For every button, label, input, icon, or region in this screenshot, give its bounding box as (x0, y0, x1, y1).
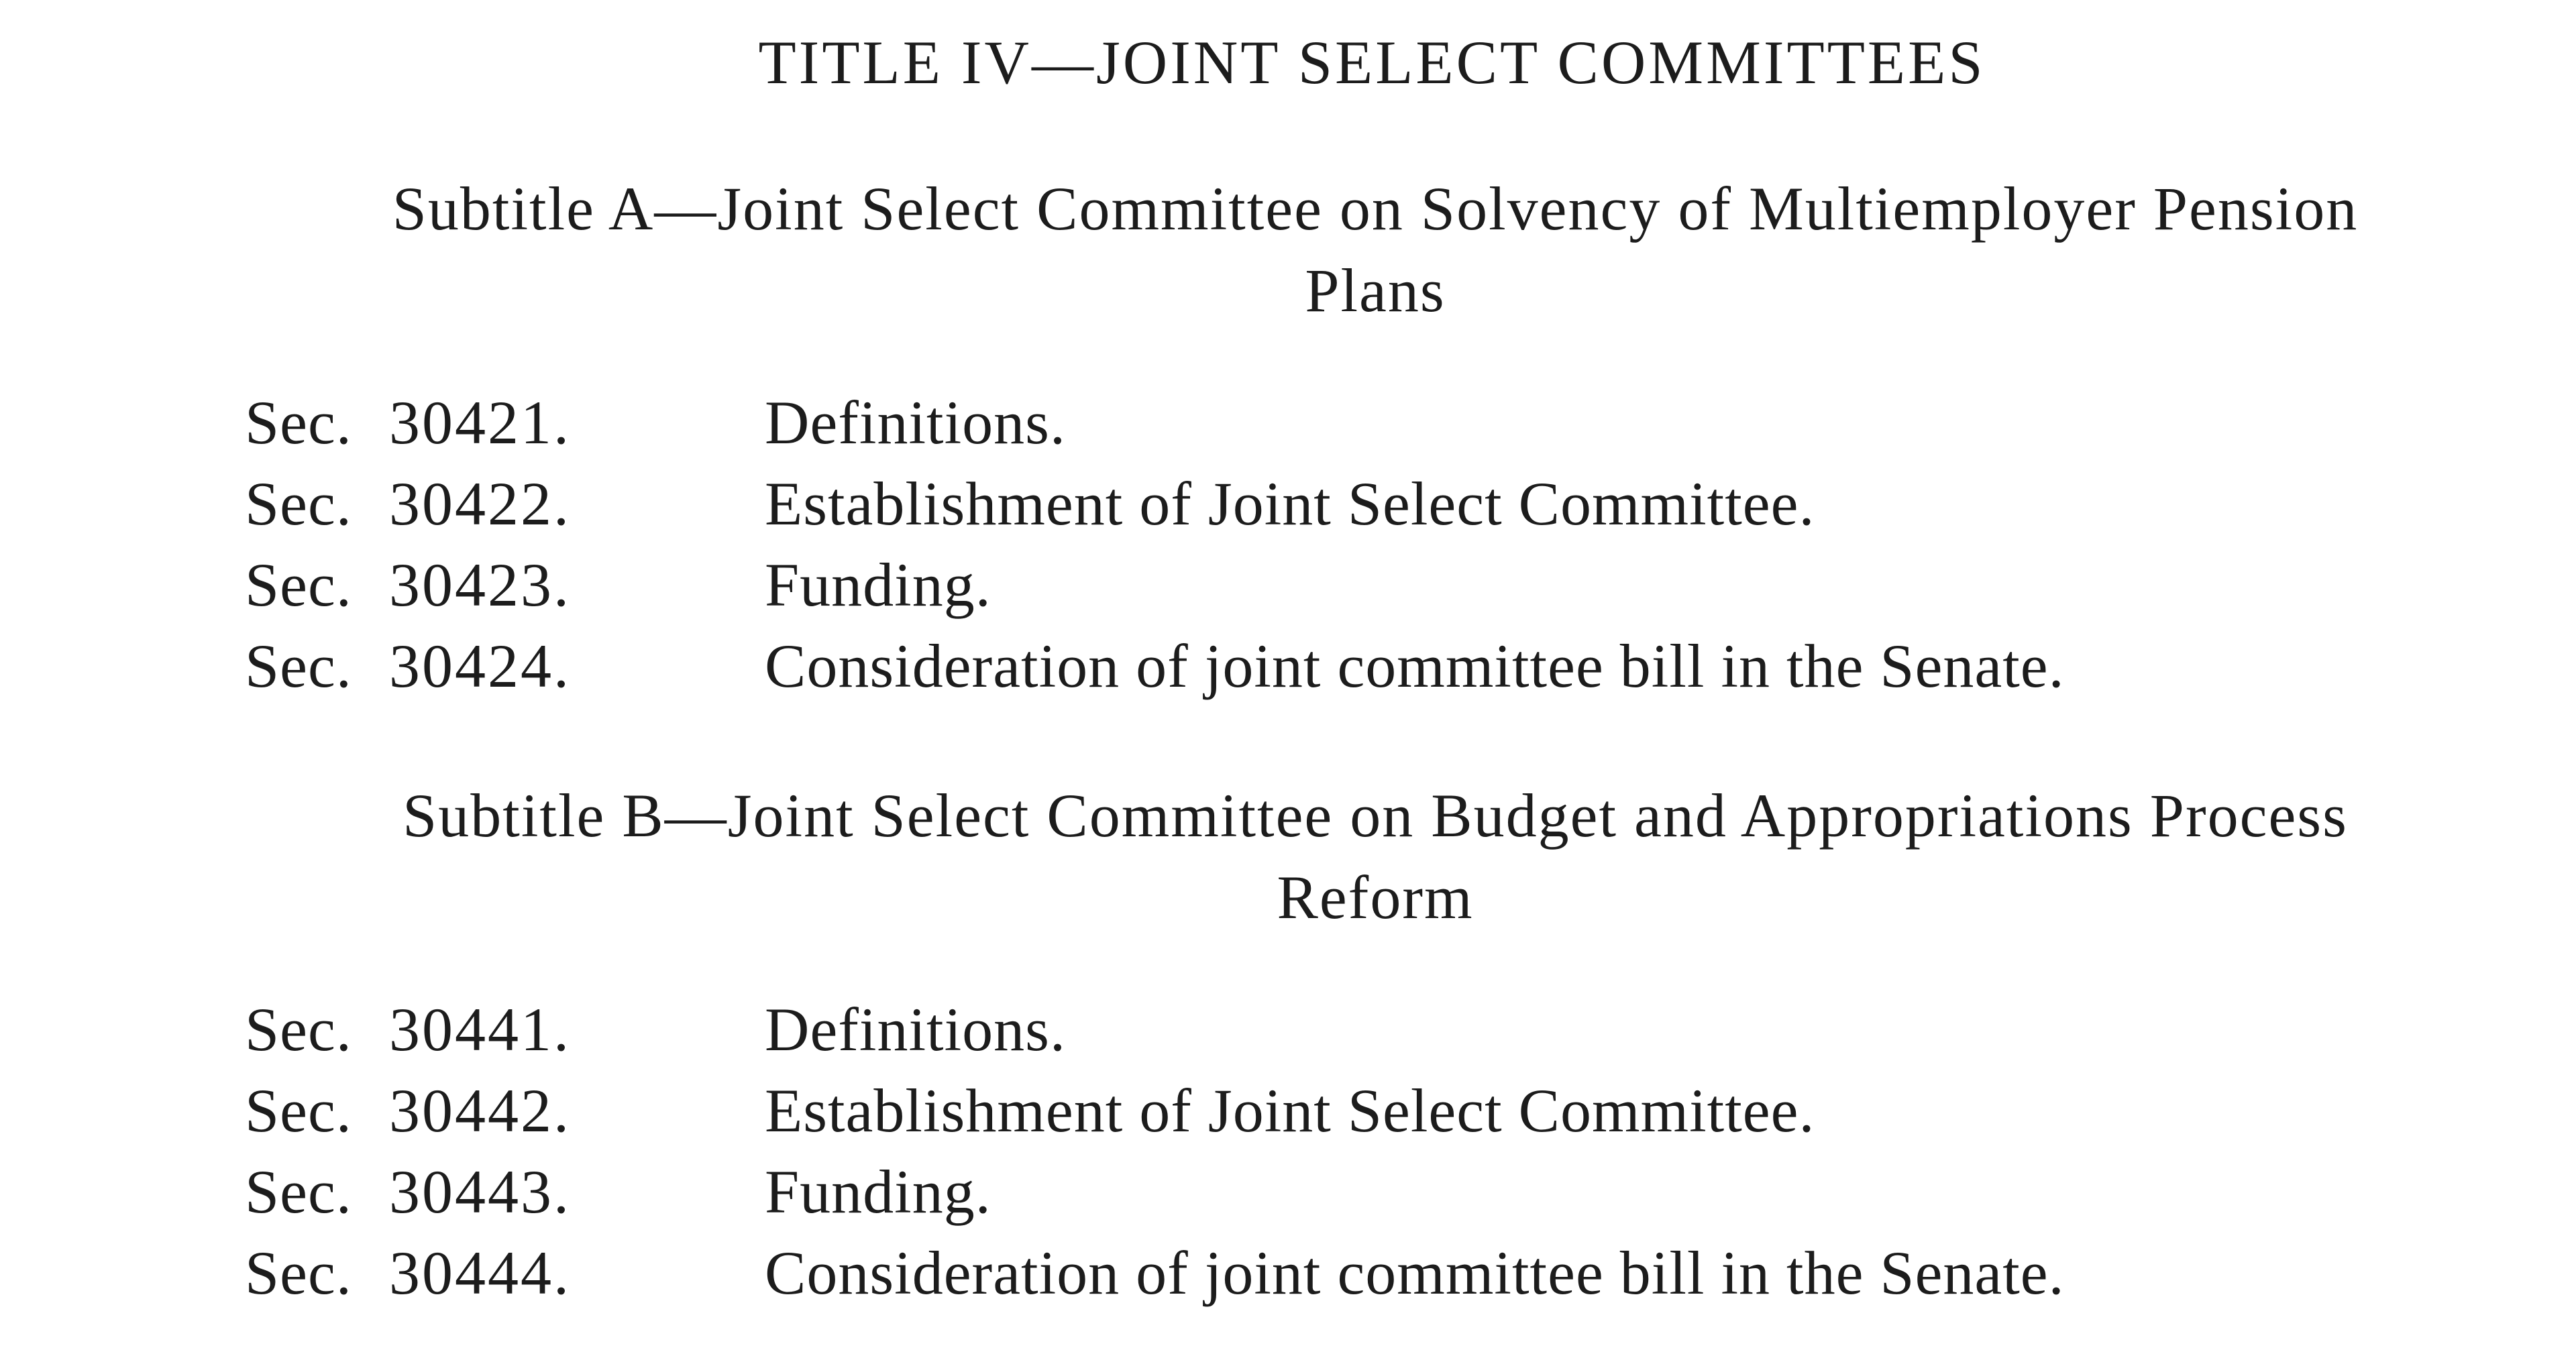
section-caption: Funding. (765, 1157, 991, 1226)
section-number: 30421. (389, 388, 571, 457)
section-caption: Consideration of joint committee bill in the Senate. (765, 1239, 2065, 1307)
subtitle-a-section-list (245, 382, 2065, 707)
section-prefix: Sec. (245, 632, 352, 700)
section-caption: Definitions. (765, 995, 1066, 1064)
section-item (245, 626, 2065, 707)
section-prefix: Sec. (245, 1157, 352, 1226)
subtitle-a-heading (288, 168, 2462, 331)
section-prefix: Sec. (245, 995, 352, 1064)
section-item (245, 989, 2065, 1070)
section-item (245, 1070, 2065, 1151)
subtitle-b-line-1: Subtitle B—Joint Select Committee on Budget and Appropriations Process (402, 781, 2348, 850)
section-number: 30424. (389, 632, 571, 700)
section-prefix: Sec. (245, 1076, 352, 1145)
subtitle-a-line-2: Plans (1305, 256, 1446, 325)
section-number: 30423. (389, 551, 571, 619)
subtitle-b-section-list (245, 989, 2065, 1314)
section-prefix: Sec. (245, 469, 352, 538)
subtitle-b-line-2: Reform (1277, 863, 1474, 931)
subtitle-a-line-1: Subtitle A—Joint Select Committee on Solvency of Multiemployer Pension (392, 174, 2359, 243)
section-prefix: Sec. (245, 551, 352, 619)
section-caption: Establishment of Joint Select Committee. (765, 469, 1815, 538)
section-item (245, 545, 2065, 626)
section-number: 30441. (389, 995, 571, 1064)
section-item (245, 1233, 2065, 1314)
section-item (245, 1151, 2065, 1233)
section-caption: Funding. (765, 551, 991, 619)
subtitle-b-heading (278, 775, 2472, 938)
section-item (245, 382, 2065, 463)
section-number: 30442. (389, 1076, 571, 1145)
section-number: 30422. (389, 469, 571, 538)
title-heading: TITLE IV—JOINT SELECT COMMITTEES (758, 28, 1986, 97)
section-number: 30444. (389, 1239, 571, 1307)
section-item (245, 463, 2065, 545)
section-caption: Consideration of joint committee bill in the Senate. (765, 632, 2065, 700)
section-prefix: Sec. (245, 388, 352, 457)
section-prefix: Sec. (245, 1239, 352, 1307)
section-caption: Definitions. (765, 388, 1066, 457)
section-caption: Establishment of Joint Select Committee. (765, 1076, 1815, 1145)
section-number: 30443. (389, 1157, 571, 1226)
